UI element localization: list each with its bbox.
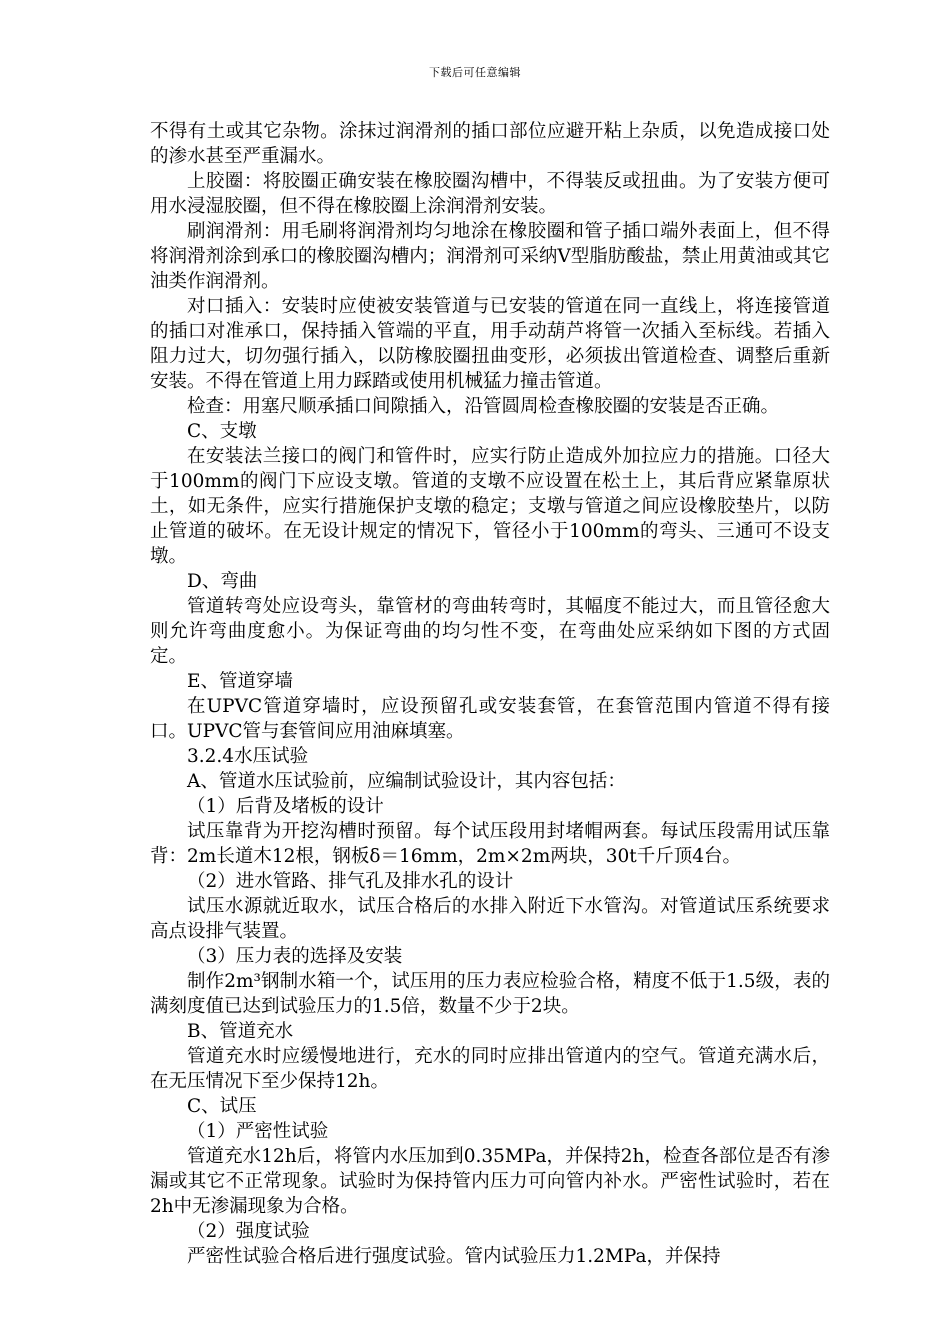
subsection-heading: （1）严密性试验 bbox=[187, 1121, 329, 1142]
section-heading: B、管道充水 bbox=[187, 1021, 294, 1042]
subsection-heading: （2）强度试验 bbox=[187, 1221, 310, 1242]
paragraph: 上胶圈：将胶圈正确安装在橡胶圈沟槽中，不得装反或扭曲。为了安装方便可用水浸湿胶圈，但不得在橡胶圈上涂润滑剂安装。 bbox=[150, 171, 830, 217]
subsection-heading: （2）进水管路、排气孔及排水孔的设计 bbox=[187, 871, 514, 892]
paragraph: 管道充水时应缓慢地进行，充水的同时应排出管道内的空气。管道充满水后，在无压情况下至少保持12h。 bbox=[150, 1046, 830, 1092]
section-heading: E、管道穿墙 bbox=[187, 671, 294, 692]
section-heading: C、支墩 bbox=[187, 421, 257, 442]
page-header: 下载后可任意编辑 bbox=[429, 66, 521, 79]
paragraph: 试压水源就近取水，试压合格后的水排入附近下水管沟。对管道试压系统要求高点设排气装置。 bbox=[150, 896, 830, 942]
paragraph: 管道充水12h后，将管内水压加到0.35MPa，并保持2h，检查各部位是否有渗漏或其它不正常现象。试验时为保持管内压力可向管内补水。严密性试验时，若在2h中无渗漏现象为合格。 bbox=[150, 1146, 830, 1217]
paragraph: 对口插入：安装时应使被安装管道与已安装的管道在同一直线上，将连接管道的插口对准承口，保持插入管端的平直，用手动葫芦将管一次插入至标线。若插入阻力过大，切勿强行插入，以防橡胶圈扭曲变形，必须拔出管道检查、调整后重新安装。不得在管道上用力踩踏或使用机械猛力撞击管道。 bbox=[150, 296, 830, 392]
section-heading: D、弯曲 bbox=[187, 571, 258, 592]
section-heading: 3.2.4水压试验 bbox=[187, 746, 309, 767]
paragraph: 不得有土或其它杂物。涂抹过润滑剂的插口部位应避开粘上杂质，以免造成接口处的渗水甚至严重漏水。 bbox=[150, 121, 830, 167]
paragraph: 刷润滑剂：用毛刷将润滑剂均匀地涂在橡胶圈和管子插口端外表面上，但不得将润滑剂涂到承口的橡胶圈沟槽内；润滑剂可采纳V型脂肪酸盐，禁止用黄油或其它油类作润滑剂。 bbox=[150, 221, 830, 292]
section-heading: C、试压 bbox=[187, 1096, 257, 1117]
paragraph: 管道转弯处应设弯头，靠管材的弯曲转弯时，其幅度不能过大，而且管径愈大则允许弯曲度愈小。为保证弯曲的均匀性不变，在弯曲处应采纳如下图的方式固定。 bbox=[150, 596, 830, 667]
paragraph: 在UPVC管道穿墙时，应设预留孔或安装套管，在套管范围内管道不得有接口。UPVC管与套管间应用油麻填塞。 bbox=[150, 696, 830, 742]
subsection-heading: （1）后背及堵板的设计 bbox=[187, 796, 384, 817]
paragraph: 制作2m³钢制水箱一个，试压用的压力表应检验合格，精度不低于1.5级，表的满刻度值已达到试验压力的1.5倍，数量不少于2块。 bbox=[150, 971, 830, 1017]
subsection-heading: （3）压力表的选择及安装 bbox=[187, 946, 403, 967]
paragraph: 试压靠背为开挖沟槽时预留。每个试压段用封堵帽两套。每试压段需用试压靠背：2m长道木12根，钢板δ＝16mm，2m×2m两块，30t千斤顶4台。 bbox=[150, 821, 830, 867]
document-body bbox=[150, 119, 830, 1269]
paragraph: A、管道水压试验前，应编制试验设计，其内容包括： bbox=[187, 771, 626, 792]
paragraph: 严密性试验合格后进行强度试验。管内试验压力1.2MPa，并保持 bbox=[187, 1246, 721, 1267]
paragraph: 检查：用塞尺顺承插口间隙插入，沿管圆周检查橡胶圈的安装是否正确。 bbox=[187, 396, 780, 417]
paragraph: 在安装法兰接口的阀门和管件时，应实行防止造成外加拉应力的措施。口径大于100mm的阀门下应设支墩。管道的支墩不应设置在松土上，其后背应紧靠原状土，如无条件，应实行措施保护支墩的稳定；支墩与管道之间应设橡胶垫片，以防止管道的破坏。在无设计规定的情况下，管径小于100mm的弯头、三通可不设支墩。 bbox=[150, 446, 830, 567]
